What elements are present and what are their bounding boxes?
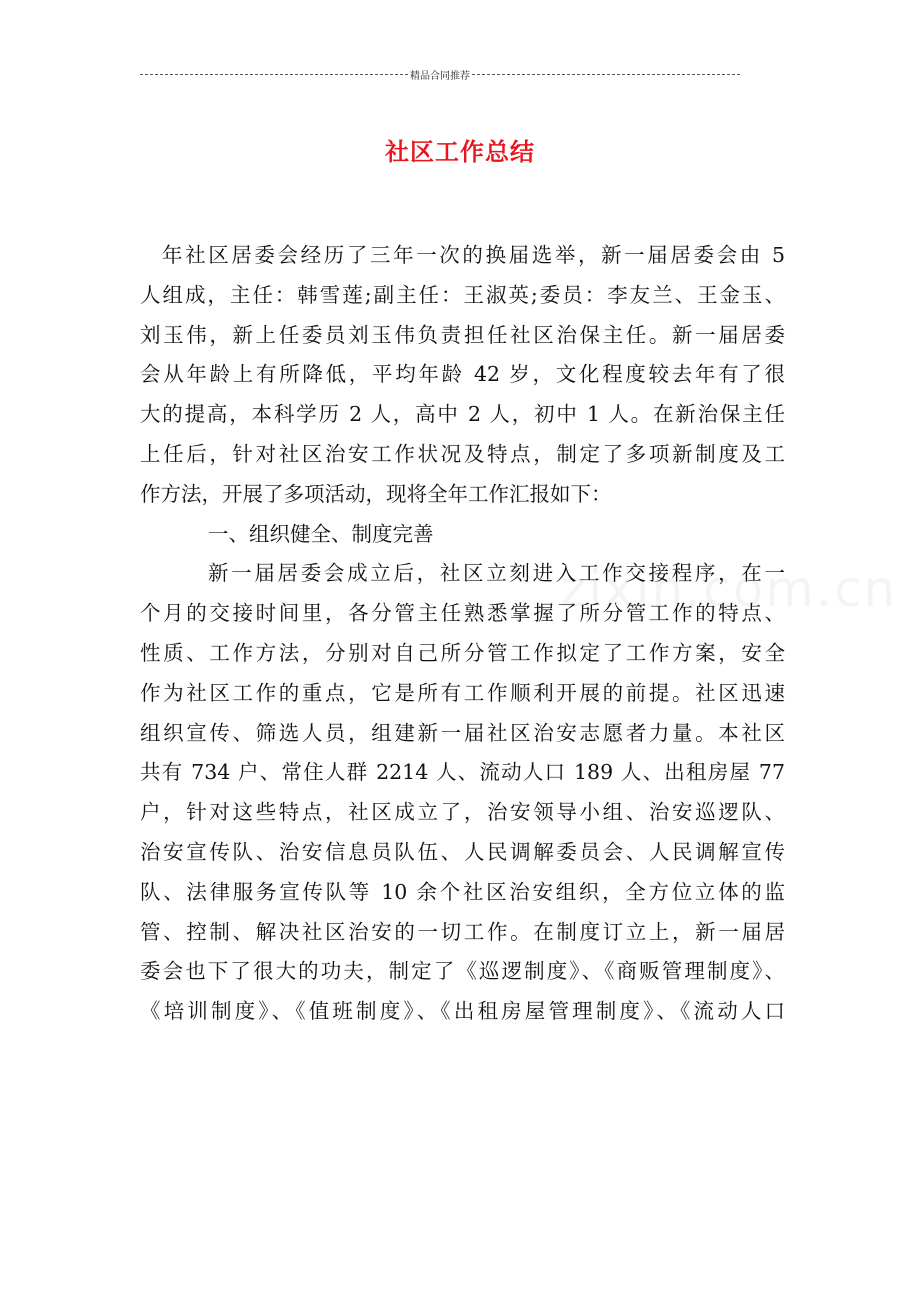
header-label: 精品合同推荐 — [410, 70, 470, 82]
text-line: 队、法律服务宣传队等 10 余个社区治安组织，全方位立体的监 — [140, 879, 785, 904]
text-line: 组织宣传、筛选人员，组建新一届社区治安志愿者力量。本社区 — [140, 720, 785, 745]
text-line: 户，针对这些特点，社区成立了，治安领导小组、治安巡逻队、 — [140, 800, 785, 825]
text-line: 大的提高，本科学历 2 人，高中 2 人，初中 1 人。在新治保主任 — [140, 402, 785, 427]
text-line: 会从年龄上有所降低，平均年龄 42 岁，文化程度较去年有了很 — [140, 362, 785, 387]
text-line: 新一届居委会成立后，社区立刻进入工作交接程序，在一 — [208, 561, 785, 586]
text-line: 共有 734 户、常住人群 2214 人、流动人口 189 人、出租房屋 77 — [140, 760, 785, 785]
document-title: 社区工作总结 — [385, 137, 535, 167]
text-line: 委会也下了很大的功夫，制定了《巡逻制度》、《商贩管理制度》、 — [140, 959, 785, 984]
text-line: 治安宣传队、治安信息员队伍、人民调解委员会、人民调解宣传 — [140, 839, 785, 864]
text-line: 一、组织健全、制度完善 — [208, 521, 434, 546]
header-rule — [140, 66, 740, 82]
header-dash-right — [472, 74, 740, 75]
text-line: 个月的交接时间里，各分管主任熟悉掌握了所分管工作的特点、 — [140, 601, 785, 626]
text-line: 年社区居委会经历了三年一次的换届选举，新一届居委会由 5 — [162, 243, 785, 267]
text-line: 性质、工作方法，分别对自己所分管工作拟定了工作方案，安全 — [140, 640, 785, 665]
text-line: 管、控制、解决社区治安的一切工作。在制度订立上，新一届居 — [140, 919, 785, 944]
header-dash-left — [140, 74, 408, 75]
text-line: 《培训制度》、《值班制度》、《出租房屋管理制度》、《流动人口 — [140, 999, 785, 1024]
paragraph-intro — [140, 236, 785, 515]
text-line: 人组成，主任：韩雪莲;副主任：王淑英;委员：李友兰、王金玉、 — [140, 282, 785, 307]
paragraph-section-one — [140, 554, 785, 1032]
text-line: 上任后，针对社区治安工作状况及特点，制定了多项新制度及工 — [140, 441, 785, 466]
document-body — [140, 236, 785, 1032]
text-line: 刘玉伟，新上任委员刘玉伟负责担任社区治保主任。新一届居委 — [140, 322, 785, 347]
text-line: 作为社区工作的重点，它是所有工作顺利开展的前提。社区迅速 — [140, 680, 785, 705]
text-line: 作方法，开展了多项活动，现将全年工作汇报如下： — [140, 481, 612, 506]
section-heading — [140, 515, 785, 555]
